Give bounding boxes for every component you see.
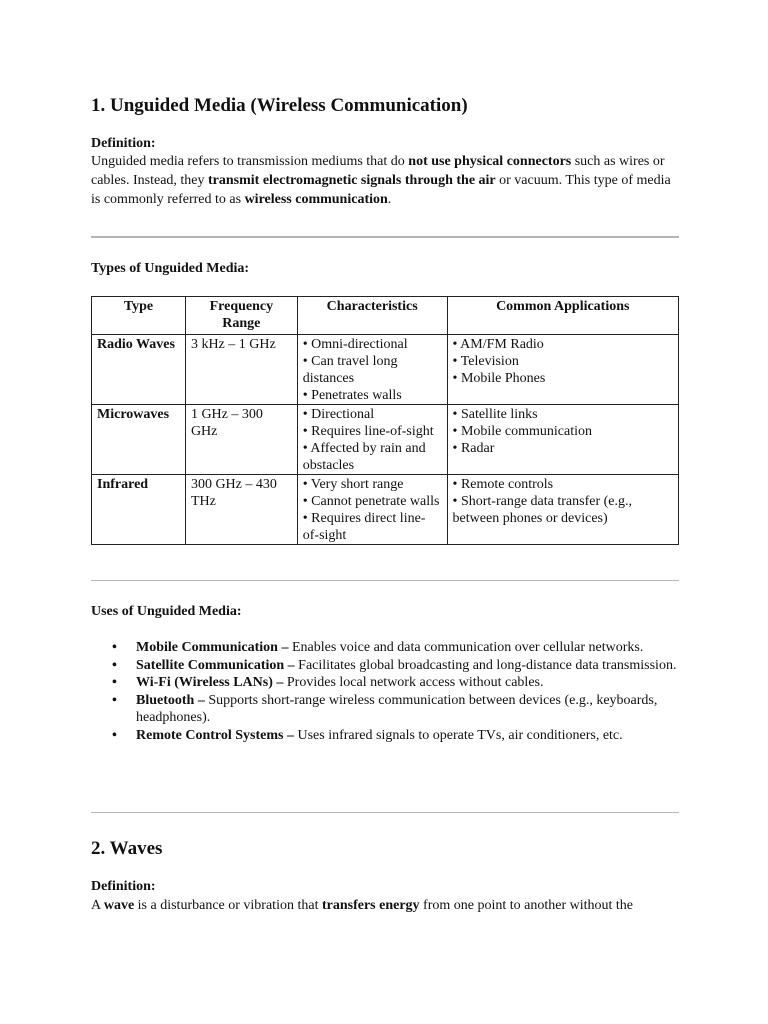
cell-type: Microwaves: [92, 405, 186, 475]
application-item: • Short-range data transfer (e.g., between phones or devices): [452, 494, 632, 526]
uses-label: Uses of Unguided Media:: [91, 604, 242, 619]
characteristic-item: • Very short range: [302, 477, 404, 492]
header-type: Type: [92, 297, 186, 335]
cell-type: Infrared: [92, 475, 186, 545]
definition-emphasis: wireless communication: [244, 192, 388, 207]
cell-characteristics: [297, 335, 447, 405]
table-row: [92, 405, 679, 475]
characteristic-item: • Omni-directional: [302, 337, 408, 352]
list-item: [91, 727, 679, 745]
characteristic-item: • Requires direct line-of-sight: [302, 511, 426, 543]
characteristic-item: • Directional: [302, 407, 375, 422]
definition-segment: is a disturbance or vibration that: [134, 898, 322, 913]
application-item: • Radar: [452, 441, 495, 456]
uses-list: [91, 639, 679, 744]
application-item: • AM/FM Radio: [452, 337, 544, 352]
cell-frequency: 300 GHz – 430 THz: [185, 475, 297, 545]
cell-characteristics: [297, 475, 447, 545]
characteristic-item: • Affected by rain and obstacles: [302, 441, 426, 473]
use-term: Wi-Fi (Wireless LANs) –: [136, 675, 284, 690]
definition-segment: from one point to another without the: [419, 898, 634, 913]
table-row: [92, 335, 679, 405]
header-applications: Common Applications: [447, 297, 678, 335]
application-item: • Television: [452, 354, 519, 369]
characteristic-item: • Can travel long distances: [302, 354, 398, 386]
use-term: Satellite Communication –: [136, 657, 295, 673]
types-label: Types of Unguided Media:: [91, 261, 250, 276]
section-2-definition-text: [91, 896, 679, 915]
section-1-definition-text: [91, 152, 679, 209]
definition-emphasis: transfers energy: [321, 898, 420, 913]
use-term: Bluetooth –: [136, 692, 205, 708]
section-2-definition-label: Definition:: [91, 879, 156, 894]
definition-segment: or vacuum. This type of media is commonly referred to as: [91, 173, 671, 207]
characteristic-item: • Cannot penetrate walls: [302, 494, 440, 509]
characteristic-item: • Penetrates walls: [302, 388, 402, 403]
application-item: • Mobile Phones: [452, 371, 546, 386]
section-divider: [91, 236, 679, 238]
cell-type: Radio Waves: [92, 335, 186, 405]
cell-characteristics: [297, 405, 447, 475]
use-term: Mobile Communication –: [136, 640, 289, 655]
cell-applications: [447, 475, 678, 545]
list-item: [91, 674, 679, 692]
use-description: Facilitates global broadcasting and long-distance data transmission.: [294, 657, 677, 673]
use-description: Provides local network access without cables.: [283, 675, 544, 690]
definition-segment: .: [387, 192, 392, 207]
section-2-title: 2. Waves: [91, 838, 163, 859]
definition-segment: such as wires or cables. Instead, they: [91, 154, 665, 188]
cell-applications: [447, 335, 678, 405]
section-divider: [91, 812, 679, 813]
section-divider: [91, 580, 679, 581]
definition-emphasis: wave: [103, 898, 135, 913]
definition-emphasis: not use physical connectors: [408, 154, 572, 169]
header-characteristics: Characteristics: [297, 297, 447, 335]
use-description: Supports short-range wireless communication between devices (e.g., keyboards, headphones).: [136, 692, 658, 725]
definition-segment: A: [91, 898, 104, 913]
use-description: Uses infrared signals to operate TVs, air conditioners, etc.: [294, 727, 623, 743]
section-1-title: 1. Unguided Media (Wireless Communication): [91, 95, 468, 116]
definition-emphasis: transmit electromagnetic signals through the air: [208, 173, 496, 188]
application-item: • Remote controls: [452, 477, 554, 492]
list-item: [91, 692, 679, 727]
characteristic-item: • Requires line-of-sight: [302, 424, 434, 439]
definition-segment: Unguided media refers to transmission mediums that do: [91, 154, 409, 169]
header-frequency: Frequency Range: [185, 297, 297, 335]
application-item: • Mobile communication: [452, 424, 592, 439]
list-item: [91, 639, 679, 657]
application-item: • Satellite links: [452, 407, 538, 422]
use-term: Remote Control Systems –: [136, 727, 294, 743]
section-1-definition-label: Definition:: [91, 136, 156, 151]
list-item: [91, 657, 679, 675]
table-header-row: [92, 297, 679, 335]
use-description: Enables voice and data communication over cellular networks.: [288, 640, 644, 655]
unguided-media-table: [91, 296, 679, 545]
cell-frequency: 3 kHz – 1 GHz: [185, 335, 297, 405]
cell-frequency: 1 GHz – 300 GHz: [185, 405, 297, 475]
cell-applications: [447, 405, 678, 475]
table-row: [92, 475, 679, 545]
